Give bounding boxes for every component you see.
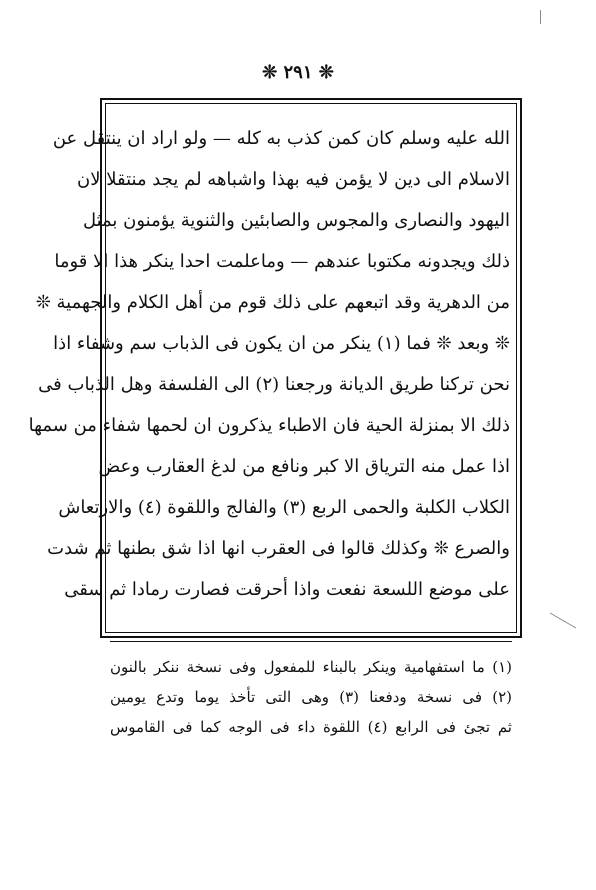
footnote-divider xyxy=(110,641,512,642)
text-line: ذلك ويجدونه مكتوبا عندهم — وماعلمت احدا ينكر هذا الا قوما xyxy=(54,251,510,272)
scan-mark-top-right xyxy=(540,10,541,24)
text-line: والصرع ❊ وكذلك قالوا فى العقرب انها اذا شق بطنها ثم شدت xyxy=(47,538,510,559)
scan-mark-right xyxy=(550,613,576,629)
text-line: اذا عمل منه الترياق الا كبر ونافع من لدغ العقارب وعض xyxy=(98,456,510,477)
text-line: من الدهرية وقد اتبعهم على ذلك قوم من أهل الكلام والجهمية ❊ xyxy=(35,292,510,313)
footnote-line: (١) ما استفهامية وينكر بالبناء للمفعول وفى نسخة ننكر بالنون xyxy=(110,658,512,676)
footnotes-block xyxy=(110,652,512,742)
text-line: نحن تركنا طريق الديانة ورجعنا (٢) الى الفلسفة وهل الذباب فى xyxy=(38,374,510,395)
footnote-line: ثم تجئ فى الرابع (٤) اللقوة داء فى الوجه كما فى القاموس xyxy=(110,718,512,736)
main-text-block xyxy=(28,118,510,610)
footnote-line: (٢) فى نسخة ودفعنا (٣) وهى التى تأخذ يوما وتدع يومين xyxy=(110,688,512,706)
text-line: ذلك الا بمنزلة الحية فان الاطباء يذكرون ان لحمها شفاء من سمها xyxy=(28,415,510,436)
text-line: الكلاب الكلبة والحمى الربع (٣) والفالج واللقوة (٤) والارتعاش xyxy=(58,497,510,518)
text-line: اليهود والنصارى والمجوس والصابئين والثنوية يؤمنون بمثل xyxy=(82,210,510,231)
text-line: ❊ وبعد ❊ فما (١) ينكر من ان يكون فى الذباب سم وشفاء اذا xyxy=(53,333,510,354)
text-line: الله عليه وسلم كان كمن كذب به كله — ولو اراد ان ينتقل عن xyxy=(52,128,510,149)
page-number: ❊ ٢٩١ ❊ xyxy=(262,62,334,83)
text-line: الاسلام الى دين لا يؤمن فيه بهذا واشباهه لم يجد منتقلا لان xyxy=(77,169,510,190)
text-line: على موضع اللسعة نفعت واذا أحرقت فصارت رمادا ثم سقى xyxy=(64,579,510,600)
